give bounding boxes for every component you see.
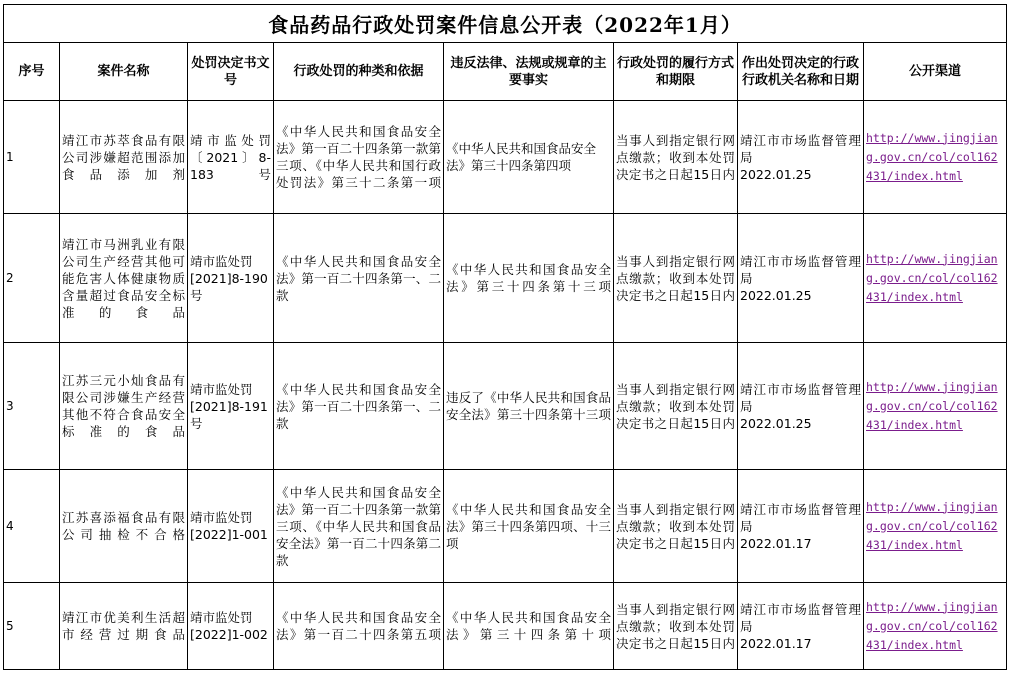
cell-channel (864, 343, 1007, 470)
header-facts: 违反法律、法规或规章的主要事实 (444, 43, 614, 101)
cell-authority (738, 583, 864, 670)
cell-facts: 《中华人民共和国食品安全法》第三十四条第十项 (444, 583, 614, 670)
cell-type-basis: 《中华人民共和国食品安全法》第一百二十四条第一款第三项、《中华人民共和国食品安全法》第一百二十四条第二款 (274, 470, 444, 583)
decision-date: 2022.01.25 (740, 287, 812, 303)
authority-name: 靖江市市场监督管理局 (740, 132, 861, 165)
cell-case-name: 靖江市苏萃食品有限公司涉嫌超范围添加食品添加剂 (60, 101, 188, 214)
cell-facts: 《中华人民共和国食品安全法》第三十四条第四项、十三项 (444, 470, 614, 583)
cell-case-name: 江苏三元小灿食品有限公司涉嫌生产经营其他不符合食品安全标准的食品 (60, 343, 188, 470)
cell-channel (864, 470, 1007, 583)
cell-doc-no: 靖市监处罚〔2021〕8-183号 (188, 101, 274, 214)
cell-case-name: 靖江市马洲乳业有限公司生产经营其他可能危害人体健康物质含量超过食品安全标准的食品 (60, 214, 188, 343)
cell-facts: 《中华人民共和国食品安全法》第三十四条第四项 (444, 101, 614, 214)
cell-type-basis: 《中华人民共和国食品安全法》第一百二十四条第一款第三项、《中华人民共和国行政处罚法》第三十二条第一项 (274, 101, 444, 214)
cell-method: 当事人到指定银行网点缴款；收到本处罚决定书之日起15日内 (614, 214, 738, 343)
cell-doc-no: 靖市监处罚[2022]1-001 (188, 470, 274, 583)
channel-link[interactable]: http://www.jingjiang.gov.cn/col/col162431/index.html (866, 251, 998, 304)
cell-facts: 违反了《中华人民共和国食品安全法》第三十四条第十三项 (444, 343, 614, 470)
header-method: 行政处罚的履行方式和期限 (614, 43, 738, 101)
cell-method: 当事人到指定银行网点缴款；收到本处罚决定书之日起15日内 (614, 470, 738, 583)
authority-name: 靖江市市场监督管理局 (740, 601, 861, 634)
cell-case-name: 江苏喜添福食品有限公司抽检不合格 (60, 470, 188, 583)
header-authority: 作出处罚决定的行政行政机关名称和日期 (738, 43, 864, 101)
cell-seq: 2 (4, 214, 60, 343)
table-row (4, 583, 1007, 670)
channel-link[interactable]: http://www.jingjiang.gov.cn/col/col162431/index.html (866, 379, 998, 432)
table-row (4, 470, 1007, 583)
table-row (4, 101, 1007, 214)
authority-name: 靖江市市场监督管理局 (740, 381, 861, 414)
cell-doc-no: 靖市监处罚[2021]8-191号 (188, 343, 274, 470)
decision-date: 2022.01.17 (740, 535, 812, 551)
cell-authority (738, 470, 864, 583)
cell-seq: 4 (4, 470, 60, 583)
cell-method: 当事人到指定银行网点缴款；收到本处罚决定书之日起15日内 (614, 101, 738, 214)
cell-type-basis: 《中华人民共和国食品安全法》第一百二十四条第一、二款 (274, 214, 444, 343)
table-row (4, 214, 1007, 343)
header-row (4, 43, 1007, 101)
cell-type-basis: 《中华人民共和国食品安全法》第一百二十四条第一、二款 (274, 343, 444, 470)
header-case-name: 案件名称 (60, 43, 188, 101)
penalty-table (3, 4, 1007, 670)
cell-seq: 1 (4, 101, 60, 214)
channel-link[interactable]: http://www.jingjiang.gov.cn/col/col162431/index.html (866, 599, 998, 652)
header-seq: 序号 (4, 43, 60, 101)
cell-method: 当事人到指定银行网点缴款；收到本处罚决定书之日起15日内 (614, 583, 738, 670)
cell-seq: 5 (4, 583, 60, 670)
table-row (4, 343, 1007, 470)
cell-type-basis: 《中华人民共和国食品安全法》第一百二十四条第五项 (274, 583, 444, 670)
cell-channel (864, 214, 1007, 343)
cell-channel (864, 583, 1007, 670)
cell-doc-no: 靖市监处罚[2021]8-190号 (188, 214, 274, 343)
cell-authority (738, 214, 864, 343)
authority-name: 靖江市市场监督管理局 (740, 253, 861, 286)
authority-name: 靖江市市场监督管理局 (740, 501, 861, 534)
cell-facts: 《中华人民共和国食品安全法》第三十四条第十三项 (444, 214, 614, 343)
header-doc-no: 处罚决定书文号 (188, 43, 274, 101)
header-type-basis: 行政处罚的种类和依据 (274, 43, 444, 101)
decision-date: 2022.01.25 (740, 415, 812, 431)
cell-authority (738, 101, 864, 214)
cell-method: 当事人到指定银行网点缴款；收到本处罚决定书之日起15日内 (614, 343, 738, 470)
table-title: 食品药品行政处罚案件信息公开表（2022年1月） (4, 5, 1007, 43)
header-channel: 公开渠道 (864, 43, 1007, 101)
cell-channel (864, 101, 1007, 214)
decision-date: 2022.01.17 (740, 635, 812, 651)
cell-case-name: 靖江市优美利生活超市经营过期食品 (60, 583, 188, 670)
decision-date: 2022.01.25 (740, 166, 812, 182)
cell-authority (738, 343, 864, 470)
cell-seq: 3 (4, 343, 60, 470)
channel-link[interactable]: http://www.jingjiang.gov.cn/col/col162431/index.html (866, 130, 998, 183)
cell-doc-no: 靖市监处罚[2022]1-002 (188, 583, 274, 670)
channel-link[interactable]: http://www.jingjiang.gov.cn/col/col162431/index.html (866, 499, 998, 552)
